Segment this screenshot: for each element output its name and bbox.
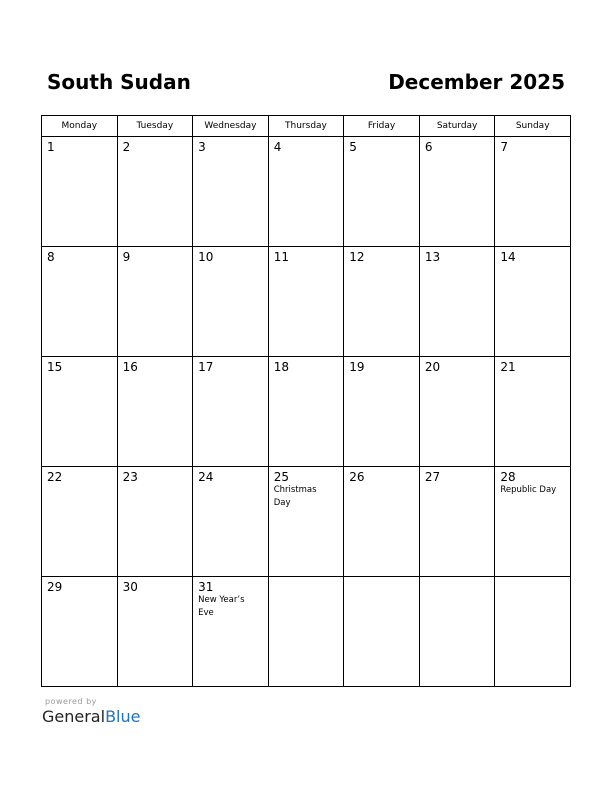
day-cell: [268, 137, 344, 247]
day-cell: [344, 247, 420, 357]
day-number: 11: [273, 250, 289, 264]
week-row: [42, 357, 571, 467]
weekday-header: Wednesday: [193, 116, 269, 137]
day-cell: [42, 467, 118, 577]
day-number: 16: [122, 360, 138, 374]
day-cell: [344, 467, 420, 577]
day-number: 2: [122, 140, 131, 154]
weekday-header: Saturday: [419, 116, 495, 137]
calendar-grid: [41, 115, 571, 687]
day-number: 24: [198, 470, 214, 484]
weekday-header: Tuesday: [117, 116, 193, 137]
day-number: [269, 577, 344, 580]
day-cell: [268, 577, 344, 687]
brand-general-text: General: [42, 707, 106, 726]
day-number: 22: [47, 470, 63, 484]
day-cell: [419, 577, 495, 687]
day-number: 20: [424, 360, 441, 374]
day-number: 31: [198, 580, 214, 594]
holiday-label: New Year’s Eve: [198, 595, 245, 618]
day-cell: [268, 247, 344, 357]
day-cell: [193, 137, 269, 247]
day-number: [495, 577, 570, 580]
day-number: 28: [500, 470, 516, 484]
day-cell: [495, 577, 571, 687]
day-cell: [193, 577, 269, 687]
day-cell: [117, 137, 193, 247]
day-cell: [193, 357, 269, 467]
day-number: 1: [47, 140, 55, 154]
day-cell: [117, 467, 193, 577]
day-number: 13: [424, 250, 441, 264]
week-row: [42, 467, 571, 577]
week-row: [42, 247, 571, 357]
day-number: 30: [122, 580, 138, 594]
day-cell: [344, 577, 420, 687]
day-cell: [117, 577, 193, 687]
day-number: 15: [47, 360, 63, 374]
weekday-header: Thursday: [268, 116, 344, 137]
weekday-header: Monday: [42, 116, 118, 137]
day-cell: [419, 137, 495, 247]
day-cell: [268, 467, 344, 577]
holiday-label: Republic Day: [500, 485, 557, 495]
day-cell: [495, 247, 571, 357]
day-cell: [42, 357, 118, 467]
day-cell: [419, 357, 495, 467]
country-title: South Sudan: [47, 70, 191, 94]
day-number: 18: [273, 360, 289, 374]
day-cell: [344, 357, 420, 467]
day-number: 14: [500, 250, 516, 264]
day-number: 3: [198, 140, 206, 154]
day-number: 8: [47, 250, 55, 264]
day-cell: [117, 247, 193, 357]
day-number: 26: [349, 470, 365, 484]
day-cell: [193, 467, 269, 577]
month-year-title: December 2025: [388, 70, 565, 94]
generalblue-logo: [42, 707, 140, 726]
day-number: [420, 577, 495, 580]
day-number: 4: [273, 140, 282, 154]
weekday-header: Sunday: [495, 116, 571, 137]
weekday-header-row: [42, 116, 571, 137]
day-number: 23: [122, 470, 138, 484]
powered-by-label: powered by: [45, 697, 97, 706]
day-cell: [42, 577, 118, 687]
day-number: 21: [500, 360, 516, 374]
day-number: 17: [198, 360, 214, 374]
day-number: 29: [47, 580, 63, 594]
day-cell: [193, 247, 269, 357]
week-row: [42, 577, 571, 687]
week-row: [42, 137, 571, 247]
day-cell: [495, 467, 571, 577]
day-cell: [495, 137, 571, 247]
day-cell: [344, 137, 420, 247]
day-cell: [419, 247, 495, 357]
day-cell: [117, 357, 193, 467]
day-cell: [268, 357, 344, 467]
day-cell: [495, 357, 571, 467]
weekday-header: Friday: [344, 116, 420, 137]
day-number: 25: [273, 470, 289, 484]
day-number: 6: [424, 140, 433, 154]
holiday-label: Christmas Day: [273, 485, 317, 508]
brand-blue-text: Blue: [105, 707, 141, 726]
day-number: 10: [198, 250, 214, 264]
day-number: 5: [349, 140, 357, 154]
day-cell: [419, 467, 495, 577]
day-number: 27: [424, 470, 441, 484]
day-number: 9: [122, 250, 131, 264]
day-cell: [42, 247, 118, 357]
day-number: 7: [500, 140, 509, 154]
day-cell: [42, 137, 118, 247]
day-number: 12: [349, 250, 365, 264]
day-number: 19: [349, 360, 365, 374]
day-number: [344, 577, 419, 580]
